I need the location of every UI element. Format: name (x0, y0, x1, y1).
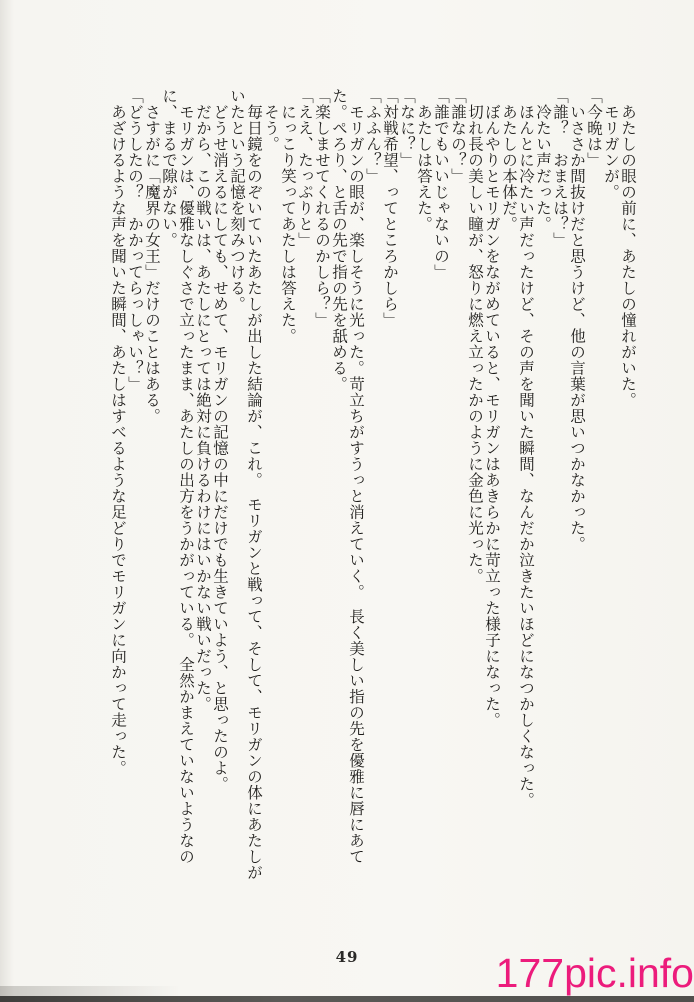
paragraph: 「誰？ おまえは？」 (551, 88, 569, 248)
paragraph: モリガンの眼が、楽しそうに光った。苛立ちがすうっと消えていく。 長く美しい指の先を優雅に唇にあてた。ぺろり、と舌の先で指の先を舐める。 (330, 88, 365, 864)
paragraph: さすがに「魔界の女王」だけのことはある。 (143, 103, 161, 424)
paragraph: 「今晩は」 (585, 88, 603, 168)
paragraph: どうせ消えるにしても、せめて、モリガンの記憶の中にだけでも生きていよう、と思ったのよ。 (211, 103, 229, 792)
scan-bottom-edge (0, 996, 694, 1002)
paragraph: にっこり笑ってあたしは答えた。 (279, 103, 297, 344)
paragraph: あたしは答えた。 (415, 103, 433, 232)
paragraph: モリガンは、優雅なしぐさで立ったまま、あたしの出方をうかがっている。 全然かまえていないようなのに、まるで隙がない。 (160, 88, 195, 864)
paragraph: ほんとに冷たい声だったけど、その声を聞いた瞬間、なんだか泣きたいほどになつかしくなった。 (517, 103, 535, 808)
paragraph: あざけるような声を聞いた瞬間、あたしはすべるような足どりでモリガンに向かって走った。 (109, 103, 127, 776)
paragraph: 「どうしたの？ かかってらっしゃい？」 (126, 88, 144, 392)
paragraph: 「なに？」 (398, 88, 416, 168)
paragraph: 「誰なの？」 (449, 88, 467, 184)
paragraph: いささか間抜けだと思うけど、他の言葉が思いつかなかった。 (568, 103, 586, 552)
paragraph: モリガンが。 (602, 103, 620, 200)
vertical-text-block (109, 88, 636, 888)
paragraph: だから、この戦いは、あたしにとっては絶対に負けるわけにはいかない戦いだった。 (194, 103, 212, 712)
scan-smudge (0, 986, 180, 996)
paragraph: あたしの眼の前に、あたしの憧れがいた。 (619, 103, 637, 408)
paragraph: そう。 (262, 103, 280, 152)
paragraph: 毎日鏡をのぞいていたあたしが出した結論が、これ。 モリガンと戦って、そして、モリガンの体にあたしがいたという記憶を刻みつける。 (228, 88, 263, 880)
paragraph: 「楽しませてくれるのかしら？」 (313, 88, 331, 328)
paragraph: 「ふふん？」 (364, 88, 382, 184)
paragraph: あたしの本体だ。 (500, 103, 518, 232)
paragraph: 「誰でもいいじゃないの」 (432, 88, 450, 280)
watermark-text: 177pic.info (495, 950, 694, 996)
paragraph: 切れ長の美しい瞳が、怒りに燃え立ったかのように金色に光った。 (466, 103, 484, 584)
paragraph: 「対戦希望、ってところかしら」 (381, 88, 399, 328)
paragraph: ぼんやりとモリガンをながめていると、モリガンはあきらかに苛立った様子になった。 (483, 103, 501, 728)
page-number: 49 (335, 948, 359, 966)
paragraph: 「ええ、たっぷりと」 (296, 88, 314, 248)
paragraph: 冷たい声だった。 (534, 103, 552, 232)
